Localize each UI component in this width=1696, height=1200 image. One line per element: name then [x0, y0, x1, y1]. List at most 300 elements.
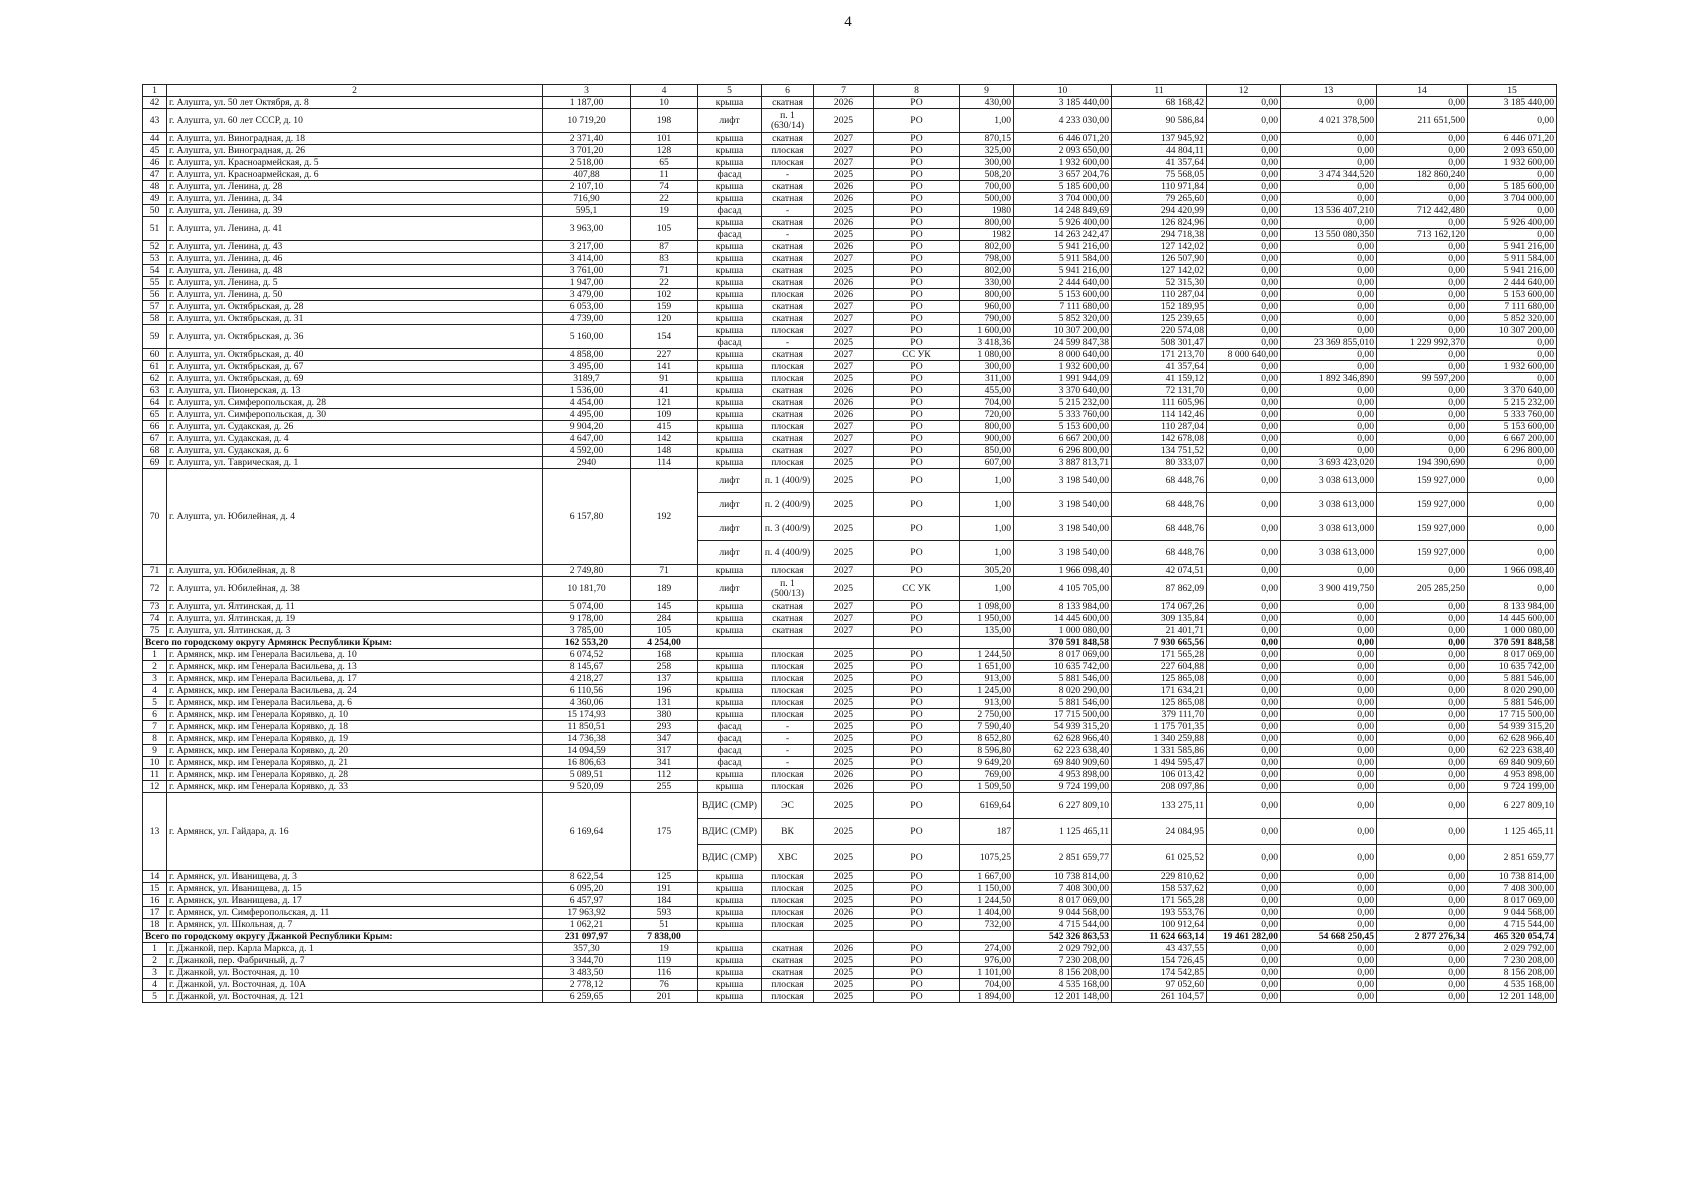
cell-method: РО	[874, 241, 960, 253]
cell-fund-owners: 0,00	[1207, 781, 1281, 793]
cell-work-type: крыша	[698, 445, 762, 457]
cell-row-number: 13	[143, 793, 167, 871]
cell-fund-region: 0,00	[1281, 193, 1377, 205]
cell-total-area: 3 479,00	[543, 289, 631, 301]
cell-method: РО	[874, 845, 960, 871]
cell-year: 2025	[814, 577, 874, 601]
cell-total-area: 3 483,50	[543, 967, 631, 979]
cell-volume: 1 894,00	[960, 991, 1014, 1003]
table-row	[143, 955, 1557, 967]
cell-address: г. Алушта, ул. Ленина, д. 46	[167, 253, 543, 265]
cell-fund-regop: 5 215 232,00	[1468, 397, 1557, 409]
cell-volume: 960,00	[960, 301, 1014, 313]
cell-total-area: 5 074,00	[543, 601, 631, 613]
cell-cost: 4 105 705,00	[1014, 577, 1112, 601]
cell-residents-count: 168	[631, 649, 698, 661]
cell-volume: 8 652,80	[960, 733, 1014, 745]
cell-fund-region: 13 536 407,210	[1281, 205, 1377, 217]
cell-residents-count: 317	[631, 745, 698, 757]
cell-fund-municipal: 0,00	[1377, 757, 1468, 769]
cell-fund-owners: 0,00	[1207, 97, 1281, 109]
cell-work-type: крыша	[698, 145, 762, 157]
cell-fund-municipal: 159 927,000	[1377, 517, 1468, 541]
cell-total-area: 5 089,51	[543, 769, 631, 781]
cell-cost-extra: 106 013,42	[1112, 769, 1207, 781]
cell-fund-municipal: 0,00	[1377, 601, 1468, 613]
cell-fund-municipal: 0,00	[1377, 385, 1468, 397]
cell-fund-region: 0,00	[1281, 967, 1377, 979]
cell-method	[874, 637, 960, 649]
cell-residents-count: 142	[631, 433, 698, 445]
column-number-header: 1	[143, 85, 167, 97]
cell-method: РО	[874, 313, 960, 325]
cell-work-subtype: ЭС	[762, 793, 814, 819]
cell-work-subtype: скатная	[762, 97, 814, 109]
cell-cost-extra: 1 175 701,35	[1112, 721, 1207, 733]
cell-fund-municipal: 0,00	[1377, 745, 1468, 757]
cell-work-type: крыша	[698, 673, 762, 685]
cell-total-area: 1 187,00	[543, 97, 631, 109]
cell-residents-count: 131	[631, 697, 698, 709]
cell-total-area: 595,1	[543, 205, 631, 217]
cell-work-type: крыша	[698, 397, 762, 409]
cell-work-subtype: плоская	[762, 769, 814, 781]
cell-fund-owners: 0,00	[1207, 469, 1281, 493]
cell-fund-municipal: 0,00	[1377, 955, 1468, 967]
cell-work-subtype: плоская	[762, 919, 814, 931]
cell-fund-owners: 0,00	[1207, 845, 1281, 871]
cell-work-subtype: -	[762, 169, 814, 181]
cell-work-subtype: плоская	[762, 673, 814, 685]
cell-fund-owners: 0,00	[1207, 217, 1281, 229]
cell-fund-region: 0,00	[1281, 181, 1377, 193]
table-row	[143, 409, 1557, 421]
cell-fund-municipal: 713 162,120	[1377, 229, 1468, 241]
cell-row-number: 47	[143, 169, 167, 181]
cell-fund-region: 0,00	[1281, 637, 1377, 649]
cell-year: 2025	[814, 967, 874, 979]
cell-work-subtype: п. 1 (400/9)	[762, 469, 814, 493]
cell-total-area: 5 160,00	[543, 325, 631, 349]
cell-cost-extra: 126 507,90	[1112, 253, 1207, 265]
cell-fund-municipal: 0,00	[1377, 157, 1468, 169]
table-row	[143, 649, 1557, 661]
cell-total-area: 6 053,00	[543, 301, 631, 313]
cell-total-area: 17 963,92	[543, 907, 631, 919]
table-row	[143, 967, 1557, 979]
cell-work-type: крыша	[698, 385, 762, 397]
cell-address: г. Алушта, ул. Ленина, д. 5	[167, 277, 543, 289]
cell-address: г. Армянск, ул. Школьная, д. 7	[167, 919, 543, 931]
cell-cost-extra: 229 810,62	[1112, 871, 1207, 883]
cell-fund-municipal: 0,00	[1377, 967, 1468, 979]
cell-row-number: 2	[143, 661, 167, 673]
table-row	[143, 991, 1557, 1003]
table-row	[143, 217, 1557, 229]
cell-fund-regop: 1 966 098,40	[1468, 565, 1557, 577]
cell-residents-count: 293	[631, 721, 698, 733]
cell-fund-regop: 14 445 600,00	[1468, 613, 1557, 625]
cell-fund-regop: 2 851 659,77	[1468, 845, 1557, 871]
cell-cost-extra: 110 287,04	[1112, 421, 1207, 433]
cell-year: 2026	[814, 385, 874, 397]
cell-fund-region: 3 693 423,020	[1281, 457, 1377, 469]
cell-method: РО	[874, 181, 960, 193]
cell-residents-count: 258	[631, 661, 698, 673]
cell-fund-regop: 0,00	[1468, 337, 1557, 349]
cell-residents-count: 76	[631, 979, 698, 991]
cell-work-subtype: -	[762, 229, 814, 241]
cell-total-area: 6 157,80	[543, 469, 631, 565]
cell-fund-regop: 0,00	[1468, 541, 1557, 565]
cell-fund-regop: 7 230 208,00	[1468, 955, 1557, 967]
cell-row-number: 60	[143, 349, 167, 361]
cell-method: РО	[874, 601, 960, 613]
cell-row-number: 4	[143, 979, 167, 991]
cell-year: 2025	[814, 673, 874, 685]
cell-work-type: крыша	[698, 697, 762, 709]
cell-total-area: 4 454,00	[543, 397, 631, 409]
cell-method: РО	[874, 433, 960, 445]
cell-fund-municipal: 0,00	[1377, 445, 1468, 457]
cell-fund-owners: 0,00	[1207, 745, 1281, 757]
cell-year: 2025	[814, 745, 874, 757]
cell-fund-municipal: 99 597,200	[1377, 373, 1468, 385]
table-row	[143, 253, 1557, 265]
cell-volume: 704,00	[960, 979, 1014, 991]
table-row	[143, 721, 1557, 733]
cell-fund-region: 0,00	[1281, 397, 1377, 409]
cell-cost-extra: 134 751,52	[1112, 445, 1207, 457]
cell-fund-regop: 7 408 300,00	[1468, 883, 1557, 895]
cell-fund-municipal: 0,00	[1377, 181, 1468, 193]
cell-fund-regop: 5 185 600,00	[1468, 181, 1557, 193]
table-row	[143, 733, 1557, 745]
cell-residents-count: 347	[631, 733, 698, 745]
cell-fund-owners: 0,00	[1207, 517, 1281, 541]
cell-cost-extra: 7 930 665,56	[1112, 637, 1207, 649]
cell-method: РО	[874, 325, 960, 337]
cell-year: 2027	[814, 565, 874, 577]
cell-row-number: 58	[143, 313, 167, 325]
cell-work-subtype: ХВС	[762, 845, 814, 871]
cell-fund-owners: 0,00	[1207, 625, 1281, 637]
cell-cost-extra: 111 605,96	[1112, 397, 1207, 409]
cell-work-type: крыша	[698, 265, 762, 277]
cell-address: г. Армянск, ул. Иванищева, д. 3	[167, 871, 543, 883]
cell-residents-count: 141	[631, 361, 698, 373]
table-row	[143, 133, 1557, 145]
cell-fund-municipal: 0,00	[1377, 349, 1468, 361]
cell-fund-region: 0,00	[1281, 685, 1377, 697]
cell-volume: 311,00	[960, 373, 1014, 385]
cell-volume: 769,00	[960, 769, 1014, 781]
cell-cost-extra: 125 865,08	[1112, 697, 1207, 709]
cell-fund-regop: 0,00	[1468, 229, 1557, 241]
cell-fund-regop: 465 320 054,74	[1468, 931, 1557, 943]
cell-cost-extra: 68 448,76	[1112, 469, 1207, 493]
cell-fund-regop: 5 911 584,00	[1468, 253, 1557, 265]
cell-work-subtype: скатная	[762, 397, 814, 409]
cell-fund-regop: 0,00	[1468, 169, 1557, 181]
cell-row-number: 3	[143, 967, 167, 979]
cell-work-type: крыша	[698, 565, 762, 577]
cell-fund-region: 0,00	[1281, 819, 1377, 845]
cell-fund-municipal: 712 442,480	[1377, 205, 1468, 217]
cell-work-subtype: скатная	[762, 433, 814, 445]
table-row	[143, 301, 1557, 313]
cell-volume: 732,00	[960, 919, 1014, 931]
cell-work-subtype: п. 1 (500/13)	[762, 577, 814, 601]
cell-residents-count: 11	[631, 169, 698, 181]
cell-cost-extra: 41 357,64	[1112, 361, 1207, 373]
cell-fund-region: 3 038 613,000	[1281, 517, 1377, 541]
cell-year: 2027	[814, 433, 874, 445]
cell-work-type: лифт	[698, 109, 762, 133]
cell-cost: 4 535 168,00	[1014, 979, 1112, 991]
cell-work-type: фасад	[698, 169, 762, 181]
cell-cost-extra: 68 448,76	[1112, 541, 1207, 565]
cell-cost: 5 941 216,00	[1014, 265, 1112, 277]
cell-total-area: 2 749,80	[543, 565, 631, 577]
cell-fund-regop: 10 307 200,00	[1468, 325, 1557, 337]
cell-cost: 3 704 000,00	[1014, 193, 1112, 205]
cell-work-subtype: плоская	[762, 661, 814, 673]
cell-address: г. Алушта, ул. Ленина, д. 41	[167, 217, 543, 241]
cell-work-type: крыша	[698, 421, 762, 433]
cell-year: 2025	[814, 109, 874, 133]
table-row	[143, 361, 1557, 373]
repair-program-table	[142, 84, 1557, 1003]
cell-work-subtype: п. 2 (400/9)	[762, 493, 814, 517]
cell-fund-region: 54 668 250,45	[1281, 931, 1377, 943]
cell-residents-count: 105	[631, 217, 698, 241]
cell-cost-extra: 75 568,05	[1112, 169, 1207, 181]
cell-work-subtype: плоская	[762, 649, 814, 661]
cell-residents-count: 380	[631, 709, 698, 721]
cell-address: г. Алушта, ул. Ленина, д. 34	[167, 193, 543, 205]
cell-address: г. Армянск, мкр. им Генерала Васильева, д. 17	[167, 673, 543, 685]
cell-row-number: 65	[143, 409, 167, 421]
column-number-header-row	[143, 85, 1557, 97]
cell-residents-count: 175	[631, 793, 698, 871]
cell-total-area: 1 947,00	[543, 277, 631, 289]
cell-year: 2025	[814, 895, 874, 907]
cell-address: г. Алушта, ул. Юбилейная, д. 8	[167, 565, 543, 577]
cell-row-number: 66	[143, 421, 167, 433]
cell-address: г. Армянск, мкр. им Генерала Корявко, д. 20	[167, 745, 543, 757]
cell-fund-regop: 62 628 966,40	[1468, 733, 1557, 745]
cell-work-type	[698, 931, 762, 943]
cell-fund-owners: 0,00	[1207, 289, 1281, 301]
cell-address: г. Алушта, ул. Ленина, д. 39	[167, 205, 543, 217]
cell-address: г. Алушта, ул. Ленина, д. 43	[167, 241, 543, 253]
cell-residents-count: 191	[631, 883, 698, 895]
cell-fund-owners: 0,00	[1207, 895, 1281, 907]
cell-cost: 5 215 232,00	[1014, 397, 1112, 409]
cell-cost: 14 263 242,47	[1014, 229, 1112, 241]
cell-work-subtype: плоская	[762, 685, 814, 697]
cell-cost: 3 887 813,71	[1014, 457, 1112, 469]
cell-method: РО	[874, 205, 960, 217]
cell-method: РО	[874, 361, 960, 373]
cell-year: 2025	[814, 709, 874, 721]
table-row	[143, 919, 1557, 931]
cell-volume: 135,00	[960, 625, 1014, 637]
cell-year: 2025	[814, 721, 874, 733]
cell-row-number: 51	[143, 217, 167, 241]
cell-volume: 800,00	[960, 421, 1014, 433]
cell-address: г. Алушта, ул. Ялтинская, д. 3	[167, 625, 543, 637]
cell-cost: 14 248 849,69	[1014, 205, 1112, 217]
cell-year: 2026	[814, 769, 874, 781]
cell-cost-extra: 41 357,64	[1112, 157, 1207, 169]
cell-volume: 870,15	[960, 133, 1014, 145]
cell-fund-region: 0,00	[1281, 565, 1377, 577]
cell-residents-count: 145	[631, 601, 698, 613]
cell-fund-municipal: 159 927,000	[1377, 541, 1468, 565]
cell-fund-region: 0,00	[1281, 277, 1377, 289]
cell-address: г. Алушта, ул. Красноармейская, д. 5	[167, 157, 543, 169]
cell-fund-owners: 0,00	[1207, 445, 1281, 457]
cell-volume: 800,00	[960, 289, 1014, 301]
cell-cost: 3 370 640,00	[1014, 385, 1112, 397]
cell-fund-owners: 0,00	[1207, 565, 1281, 577]
cell-year	[814, 637, 874, 649]
cell-year: 2025	[814, 169, 874, 181]
column-number-header: 15	[1468, 85, 1557, 97]
cell-volume: 8 596,80	[960, 745, 1014, 757]
cell-cost-extra: 158 537,62	[1112, 883, 1207, 895]
cell-method: РО	[874, 409, 960, 421]
cell-address: г. Джанкой, ул. Восточная, д. 121	[167, 991, 543, 1003]
cell-total-area: 6 110,56	[543, 685, 631, 697]
cell-residents-count: 65	[631, 157, 698, 169]
cell-address: г. Армянск, мкр. им Генерала Корявко, д. 28	[167, 769, 543, 781]
cell-cost: 10 307 200,00	[1014, 325, 1112, 337]
cell-fund-regop: 6 296 800,00	[1468, 445, 1557, 457]
cell-fund-municipal: 0,00	[1377, 979, 1468, 991]
cell-work-subtype: скатная	[762, 955, 814, 967]
cell-address: г. Алушта, ул. Пионерская, д. 13	[167, 385, 543, 397]
cell-cost: 1 991 944,09	[1014, 373, 1112, 385]
cell-residents-count: 341	[631, 757, 698, 769]
cell-work-subtype: скатная	[762, 385, 814, 397]
cell-address: г. Алушта, ул. Виноградная, д. 18	[167, 133, 543, 145]
cell-residents-count: 196	[631, 685, 698, 697]
cell-fund-region: 0,00	[1281, 325, 1377, 337]
cell-volume: 700,00	[960, 181, 1014, 193]
table-row	[143, 265, 1557, 277]
cell-cost-extra: 1 331 585,86	[1112, 745, 1207, 757]
table-row	[143, 697, 1557, 709]
cell-work-subtype: плоская	[762, 289, 814, 301]
cell-address: г. Алушта, ул. Таврическая, д. 1	[167, 457, 543, 469]
cell-cost-extra: 171 634,21	[1112, 685, 1207, 697]
cell-address: г. Алушта, ул. Юбилейная, д. 38	[167, 577, 543, 601]
cell-total-area: 10 181,70	[543, 577, 631, 601]
cell-method: РО	[874, 781, 960, 793]
cell-fund-owners: 0,00	[1207, 613, 1281, 625]
cell-residents-count: 415	[631, 421, 698, 433]
table-row	[143, 781, 1557, 793]
cell-fund-regop: 3 185 440,00	[1468, 97, 1557, 109]
cell-year: 2025	[814, 955, 874, 967]
cell-method: РО	[874, 991, 960, 1003]
cell-fund-municipal: 0,00	[1377, 819, 1468, 845]
cell-fund-municipal: 0,00	[1377, 883, 1468, 895]
cell-address: г. Алушта, ул. 60 лет СССР, д. 10	[167, 109, 543, 133]
cell-fund-region: 13 550 080,350	[1281, 229, 1377, 241]
cell-fund-region: 0,00	[1281, 709, 1377, 721]
cell-cost-extra: 97 052,60	[1112, 979, 1207, 991]
cell-method: РО	[874, 697, 960, 709]
cell-row-number: 52	[143, 241, 167, 253]
cell-total-area: 162 553,20	[543, 637, 631, 649]
cell-year: 2027	[814, 133, 874, 145]
cell-work-subtype: -	[762, 205, 814, 217]
cell-fund-region: 0,00	[1281, 745, 1377, 757]
cell-fund-owners: 0,00	[1207, 637, 1281, 649]
cell-residents-count: 198	[631, 109, 698, 133]
cell-fund-region: 0,00	[1281, 133, 1377, 145]
cell-row-number: 46	[143, 157, 167, 169]
cell-work-type: крыша	[698, 373, 762, 385]
cell-year: 2026	[814, 217, 874, 229]
cell-work-subtype: -	[762, 337, 814, 349]
cell-year: 2025	[814, 697, 874, 709]
cell-method: РО	[874, 565, 960, 577]
cell-residents-count: 159	[631, 301, 698, 313]
cell-cost-extra: 80 333,07	[1112, 457, 1207, 469]
cell-row-number: 44	[143, 133, 167, 145]
cell-cost: 5 333 760,00	[1014, 409, 1112, 421]
cell-work-type: крыша	[698, 955, 762, 967]
cell-method: РО	[874, 661, 960, 673]
cell-cost-extra: 208 097,86	[1112, 781, 1207, 793]
cell-cost: 2 851 659,77	[1014, 845, 1112, 871]
cell-cost: 1 125 465,11	[1014, 819, 1112, 845]
cell-row-number: 18	[143, 919, 167, 931]
cell-row-number: 2	[143, 955, 167, 967]
cell-method: СС УК	[874, 349, 960, 361]
cell-volume: 1 244,50	[960, 649, 1014, 661]
cell-work-type: фасад	[698, 745, 762, 757]
cell-residents-count: 74	[631, 181, 698, 193]
cell-volume: 300,00	[960, 157, 1014, 169]
cell-address: г. Армянск, мкр. им Генерала Васильева, д. 10	[167, 649, 543, 661]
cell-year: 2025	[814, 685, 874, 697]
cell-fund-owners: 0,00	[1207, 819, 1281, 845]
cell-total-area: 407,88	[543, 169, 631, 181]
cell-fund-municipal: 0,00	[1377, 907, 1468, 919]
cell-cost-extra: 127 142,02	[1112, 241, 1207, 253]
cell-year: 2025	[814, 649, 874, 661]
cell-work-type: крыша	[698, 97, 762, 109]
cell-fund-municipal: 159 927,000	[1377, 469, 1468, 493]
cell-row-number: 48	[143, 181, 167, 193]
cell-fund-municipal: 0,00	[1377, 145, 1468, 157]
cell-row-number: 5	[143, 697, 167, 709]
cell-work-subtype: скатная	[762, 181, 814, 193]
cell-work-subtype: -	[762, 733, 814, 745]
cell-row-number: 17	[143, 907, 167, 919]
cell-fund-owners: 0,00	[1207, 169, 1281, 181]
cell-fund-region: 0,00	[1281, 157, 1377, 169]
cell-work-type: фасад	[698, 721, 762, 733]
cell-fund-owners: 0,00	[1207, 181, 1281, 193]
cell-year: 2026	[814, 181, 874, 193]
